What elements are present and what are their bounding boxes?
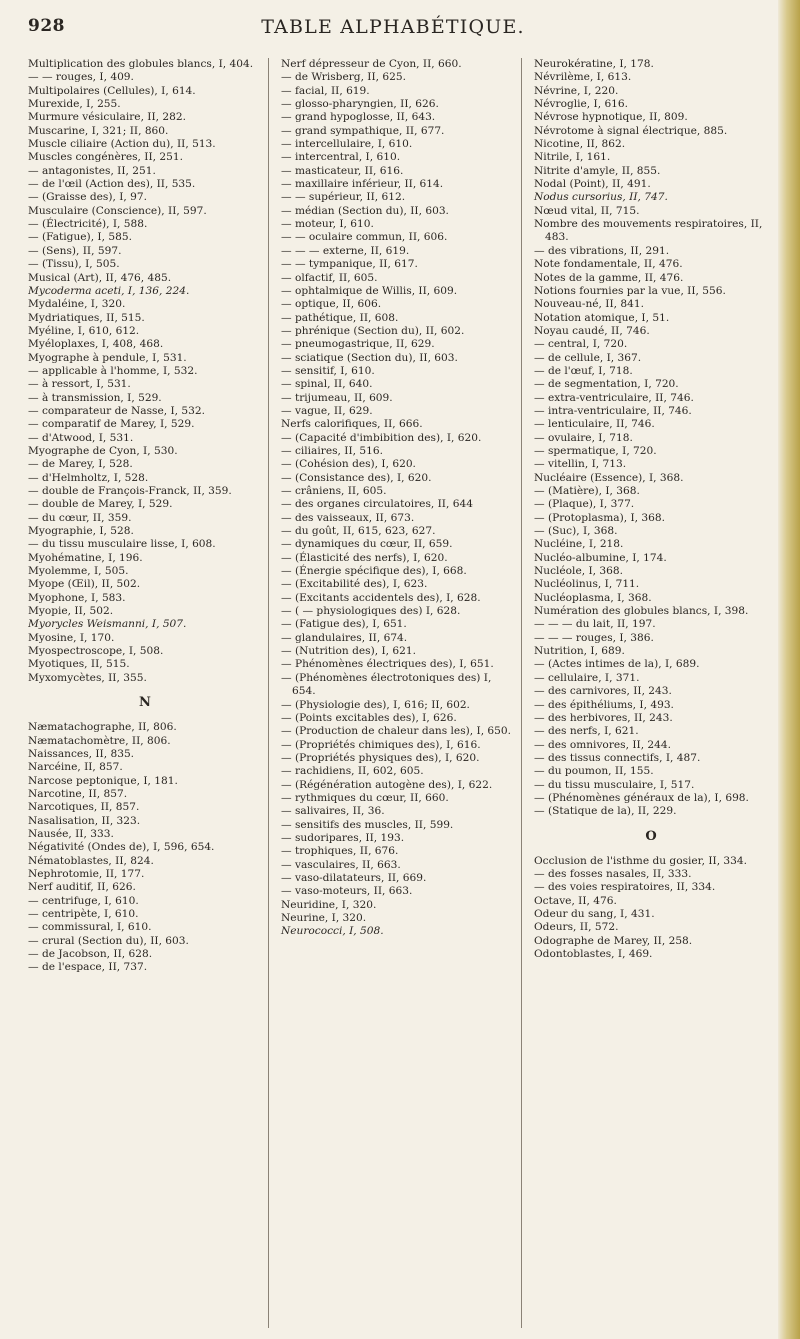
index-entry: — (Physiologie des), I, 616; II, 602. — [281, 698, 470, 711]
index-columns — [28, 58, 778, 1328]
index-entry: — — rouges, I, 409. — [28, 71, 134, 84]
index-entry: Narcotiques, II, 857. — [28, 801, 140, 814]
index-entry: Nématoblastes, II, 824. — [28, 854, 154, 867]
index-entry: Mydriatiques, II, 515. — [28, 311, 145, 324]
index-entry: Nerf auditif, II, 626. — [28, 881, 136, 894]
index-entry: — lenticulaire, II, 746. — [534, 418, 655, 431]
index-entry: — vaso-moteurs, II, 663. — [281, 885, 413, 898]
index-entry: — — — du lait, II, 197. — [534, 618, 656, 631]
index-entry: — intercentral, I, 610. — [281, 151, 401, 164]
index-entry: Muscles congénères, II, 251. — [28, 151, 183, 164]
index-entry: Névrine, I, 220. — [534, 84, 619, 97]
index-entry: — (Nutrition des), I, 621. — [281, 645, 416, 658]
index-entry: Narcose peptonique, I, 181. — [28, 774, 178, 787]
index-entry: — (Suc), I, 368. — [534, 525, 618, 538]
index-entry: — (Actes intimes de la), I, 689. — [534, 658, 700, 671]
index-entry: — (Consistance des), I, 620. — [281, 471, 432, 484]
index-entry: — sensitifs des muscles, II, 599. — [281, 818, 454, 831]
index-entry: — double de Marey, I, 529. — [28, 498, 173, 511]
index-entry: Nombre des mouvements respiratoires, II, 483. — [534, 218, 763, 244]
index-entry: Noyau caudé, II, 746. — [534, 324, 650, 337]
index-entry: — de segmentation, I, 720. — [534, 378, 679, 391]
page-edge — [778, 0, 800, 1339]
index-entry: Nucléole, I, 368. — [534, 565, 623, 578]
index-entry: — trophiques, II, 676. — [281, 845, 399, 858]
index-entry: — de Marey, I, 528. — [28, 458, 133, 471]
index-entry: — d'Atwood, I, 531. — [28, 431, 134, 444]
index-entry: Mycoderma aceti, I, 136, 224. — [28, 284, 190, 297]
index-entry: Mydaléine, I, 320. — [28, 298, 126, 311]
index-entry: Nouveau-né, II, 841. — [534, 298, 644, 311]
index-entry: Næmatachomètre, II, 806. — [28, 734, 171, 747]
index-entry: — grand sympathique, II, 677. — [281, 124, 445, 137]
index-entry: — pathétique, II, 608. — [281, 311, 399, 324]
index-entry: — masticateur, II, 616. — [281, 164, 404, 177]
index-entry: Neurokératine, I, 178. — [534, 58, 654, 70]
index-entry: — sciatique (Section du), II, 603. — [281, 351, 458, 364]
index-entry: — (Graisse des), I, 97. — [28, 191, 147, 204]
index-entry: — — tympanique, II, 617. — [281, 258, 418, 271]
index-entry: Névrose hypnotique, II, 809. — [534, 111, 688, 124]
index-entry: — (Matière), I, 368. — [534, 485, 640, 497]
index-entry: — centrifuge, I, 610. — [28, 894, 139, 907]
index-entry: Nicotine, II, 862. — [534, 138, 626, 151]
index-entry: — à ressort, I, 531. — [28, 378, 131, 391]
index-entry: Muscle ciliaire (Action du), II, 513. — [28, 138, 216, 151]
index-entry: — (Fatigue), I, 585. — [28, 231, 132, 244]
index-entry: Myospectroscope, I, 508. — [28, 645, 164, 658]
index-entry: Myosine, I, 170. — [28, 631, 115, 644]
index-entry: — Phénomènes électriques des), I, 651. — [281, 658, 494, 671]
index-entry: — (Production de chaleur dans les), I, 650. — [281, 725, 512, 738]
index-entry: Nucléaire (Essence), I, 368. — [534, 471, 684, 484]
index-entry: Note fondamentale, II, 476. — [534, 258, 683, 271]
index-entry: — rythmiques du cœur, II, 660. — [281, 791, 449, 804]
index-entry: — de Jacobson, II, 628. — [28, 948, 153, 960]
index-entry: — (Cohésion des), I, 620. — [281, 458, 416, 471]
index-entry: Muscarine, I, 321; II, 860. — [28, 124, 169, 137]
index-entry: — (Points excitables des), I, 626. — [281, 711, 457, 724]
index-entry: Névrilème, I, 613. — [534, 71, 632, 84]
index-entry: — d'Helmholtz, I, 528. — [28, 471, 149, 484]
index-entry: — double de François-Franck, II, 359. — [28, 485, 232, 497]
index-entry: — vaso-dilatateurs, II, 669. — [281, 871, 427, 884]
index-entry: — (Plaque), I, 377. — [534, 498, 635, 511]
index-entry: — comparatif de Marey, I, 529. — [28, 418, 195, 431]
index-entry: — de Wrisberg, II, 625. — [281, 71, 407, 84]
index-entry: — (Excitants accidentels des), I, 628. — [281, 591, 481, 604]
index-entry: — (Élasticité des nerfs), I, 620. — [281, 551, 448, 564]
index-entry: Neurococci, I, 508. — [281, 925, 384, 938]
index-entry: — — oculaire commun, II, 606. — [281, 231, 448, 244]
index-entry: Myographe de Cyon, I, 530. — [28, 444, 178, 457]
index-entry: — glandulaires, II, 674. — [281, 631, 408, 644]
index-entry: — à transmission, I, 529. — [28, 391, 162, 404]
index-entry: — des omnivores, II, 244. — [534, 738, 672, 751]
index-entry: — (Statique de la), II, 229. — [534, 805, 677, 818]
index-entry: — extra-ventriculaire, II, 746. — [534, 391, 694, 404]
index-entry: Nœud vital, II, 715. — [534, 204, 640, 217]
index-entry: Odeurs, II, 572. — [534, 921, 619, 934]
index-entry: Nucléine, I, 218. — [534, 538, 624, 551]
index-entry: — médian (Section du), II, 603. — [281, 204, 449, 217]
index-entry: — centripète, I, 610. — [28, 907, 139, 920]
index-entry: Myolemme, I, 505. — [28, 565, 129, 578]
index-entry: Musical (Art), II, 476, 485. — [28, 271, 172, 284]
index-entry: Numération des globules blancs, I, 398. — [534, 605, 749, 618]
index-entry: — ciliaires, II, 516. — [281, 444, 383, 457]
index-entry: — des tissus connectifs, I, 487. — [534, 751, 701, 764]
index-entry: — vague, II, 629. — [281, 404, 373, 417]
index-entry: — phrénique (Section du), II, 602. — [281, 324, 465, 337]
index-entry: — commissural, I, 610. — [28, 921, 152, 934]
index-entry: — sudoripares, II, 193. — [281, 831, 405, 844]
index-entry: — facial, II, 619. — [281, 84, 370, 97]
index-entry: Neurine, I, 320. — [281, 912, 367, 924]
index-entry: — trijumeau, II, 609. — [281, 391, 393, 404]
index-entry: — pneumogastrique, II, 629. — [281, 338, 435, 351]
index-entry: Myotiques, II, 515. — [28, 658, 130, 671]
index-entry: Nasalisation, II, 323. — [28, 814, 141, 827]
index-entry: — (Tissu), I, 505. — [28, 258, 120, 271]
index-entry: — comparateur de Nasse, I, 532. — [28, 404, 205, 417]
index-entry: — cellulaire, I, 371. — [534, 671, 640, 684]
index-entry: — — supérieur, II, 612. — [281, 191, 406, 204]
index-entry: Nerfs calorifiques, II, 666. — [281, 418, 423, 431]
index-entry: Nucléo-albumine, I, 174. — [534, 551, 667, 564]
index-entry: Multiplication des globules blancs, I, 404. — [28, 58, 254, 70]
index-entry: Odeur du sang, I, 431. — [534, 907, 655, 920]
index-entry: — des vaisseaux, II, 673. — [281, 511, 415, 524]
index-entry: — vasculaires, II, 663. — [281, 858, 401, 871]
index-entry: — vitellin, I, 713. — [534, 458, 627, 471]
index-entry: — du poumon, II, 155. — [534, 765, 654, 778]
index-entry: — — — externe, II, 619. — [281, 244, 410, 257]
index-entry: — des carnivores, II, 243. — [534, 685, 672, 698]
index-entry: Neuridine, I, 320. — [281, 898, 377, 911]
index-entry: Næmatachographe, II, 806. — [28, 721, 177, 734]
index-entry: Nitrite d'amyle, II, 855. — [534, 164, 661, 177]
index-entry: Myéloplaxes, I, 408, 468. — [28, 338, 164, 351]
index-entry: Octave, II, 476. — [534, 894, 617, 907]
index-entry: — optique, II, 606. — [281, 298, 382, 311]
index-entry: — des voies respiratoires, II, 334. — [534, 881, 716, 894]
index-entry: Murexide, I, 255. — [28, 98, 121, 111]
index-entry: Myographe à pendule, I, 531. — [28, 351, 187, 364]
index-entry: Myopie, II, 502. — [28, 605, 114, 618]
index-entry: — ophtalmique de Willis, II, 609. — [281, 284, 458, 297]
index-entry: — spinal, II, 640. — [281, 378, 373, 391]
section-letter: N — [139, 695, 151, 711]
index-entry: — central, I, 720. — [534, 338, 628, 351]
index-entry: — crural (Section du), II, 603. — [28, 934, 189, 947]
index-entry: — de l'œil (Action des), II, 535. — [28, 178, 196, 191]
index-entry: — du goût, II, 615, 623, 627. — [281, 525, 436, 538]
index-entry: — ovulaire, I, 718. — [534, 431, 633, 444]
index-entry: Nodal (Point), II, 491. — [534, 178, 651, 191]
index-column-3 — [526, 58, 774, 1328]
section-letter: O — [645, 828, 657, 844]
index-entry: — (Sens), II, 597. — [28, 244, 122, 257]
index-entry: Névroglie, I, 616. — [534, 98, 629, 111]
index-entry: — applicable à l'homme, I, 532. — [28, 364, 198, 377]
index-entry: — intra-ventriculaire, II, 746. — [534, 404, 692, 417]
index-entry: — des nerfs, I, 621. — [534, 725, 639, 738]
index-entry: — du tissu musculaire, I, 517. — [534, 778, 695, 791]
index-entry: — (Protoplasma), I, 368. — [534, 511, 665, 524]
index-entry: — (Propriétés chimiques des), I, 616. — [281, 738, 481, 751]
index-entry: Myographie, I, 528. — [28, 525, 134, 538]
index-entry: Nodus cursorius, II, 747. — [534, 191, 668, 204]
index-entry: — (Fatigue des), I, 651. — [281, 618, 407, 631]
index-entry: Odographe de Marey, II, 258. — [534, 934, 693, 947]
index-entry: Myope (Œil), II, 502. — [28, 578, 141, 591]
index-entry: Myorycles Weismanni, I, 507. — [28, 618, 187, 631]
index-entry: — des vibrations, II, 291. — [534, 244, 670, 257]
index-entry: Notions fournies par la vue, II, 556. — [534, 284, 726, 297]
index-entry: Myxomycètes, II, 355. — [28, 671, 147, 684]
index-entry: Myéline, I, 610, 612. — [28, 324, 140, 337]
index-entry: — du cœur, II, 359. — [28, 511, 132, 524]
index-entry: Myophone, I, 583. — [28, 591, 126, 604]
index-entry: — sensitif, I, 610. — [281, 364, 375, 377]
index-entry: — dynamiques du cœur, II, 659. — [281, 538, 453, 551]
index-entry: Nucléolinus, I, 711. — [534, 578, 640, 591]
index-entry: Nephrotomie, II, 177. — [28, 867, 145, 880]
index-entry: — (Propriétés physiques des), I, 620. — [281, 751, 480, 764]
index-entry: Narcotine, II, 857. — [28, 787, 128, 800]
index-entry: Névrotome à signal électrique, 885. — [534, 124, 728, 137]
index-entry: Nerf dépresseur de Cyon, II, 660. — [281, 58, 462, 70]
index-entry: Musculaire (Conscience), II, 597. — [28, 204, 207, 217]
index-entry: — de l'œuf, I, 718. — [534, 364, 633, 377]
index-column-2 — [273, 58, 522, 1328]
running-title: TABLE ALPHABÉTIQUE. — [261, 16, 525, 38]
index-entry: Nitrile, I, 161. — [534, 151, 611, 164]
index-entry: — rachidiens, II, 602, 605. — [281, 765, 424, 778]
index-entry: — salivaires, II, 36. — [281, 805, 385, 818]
index-entry: — de l'espace, II, 737. — [28, 961, 148, 974]
index-entry: Nausée, II, 333. — [28, 827, 114, 840]
index-entry: Odontoblastes, I, 469. — [534, 948, 653, 960]
index-entry: Notes de la gamme, II, 476. — [534, 271, 684, 284]
index-entry: Nutrition, I, 689. — [534, 645, 625, 658]
index-entry: Notation atomique, I, 51. — [534, 311, 670, 324]
index-entry: — des épithéliums, I, 493. — [534, 698, 674, 711]
index-entry: — olfactif, II, 605. — [281, 271, 378, 284]
index-entry: — moteur, I, 610. — [281, 218, 374, 231]
index-entry: Naissances, II, 835. — [28, 747, 135, 760]
index-entry: — de cellule, I, 367. — [534, 351, 642, 364]
index-entry: — maxillaire inférieur, II, 614. — [281, 178, 444, 191]
index-entry: — (Phénomènes généraux de la), I, 698. — [534, 791, 749, 804]
index-column-1 — [28, 58, 269, 1328]
index-entry: — des fosses nasales, II, 333. — [534, 867, 692, 880]
index-entry: — (Régénération autogène des), I, 622. — [281, 778, 493, 791]
page-number: 928 — [28, 16, 65, 36]
index-entry: — des herbivores, II, 243. — [534, 711, 673, 724]
index-entry: — des organes circulatoires, II, 644 — [281, 498, 473, 511]
index-entry: Narcéine, II, 857. — [28, 761, 123, 774]
index-entry: Négativité (Ondes de), I, 596, 654. — [28, 841, 215, 854]
index-entry: — (Électricité), I, 588. — [28, 218, 148, 231]
index-entry: — du tissu musculaire lisse, I, 608. — [28, 538, 216, 551]
index-entry: — (Énergie spécifique des), I, 668. — [281, 565, 467, 578]
index-entry: Myohématine, I, 196. — [28, 551, 143, 564]
index-entry: Murmure vésiculaire, II, 282. — [28, 111, 186, 124]
index-entry: — (Capacité d'imbibition des), I, 620. — [281, 431, 482, 444]
index-entry: Nucléoplasma, I, 368. — [534, 591, 652, 604]
index-entry: — ( — physiologiques des) I, 628. — [281, 605, 461, 618]
page-header — [28, 16, 758, 44]
index-entry: — intercellulaire, I, 610. — [281, 138, 413, 151]
index-entry: — glosso-pharyngien, II, 626. — [281, 98, 439, 111]
index-entry: — (Phénomènes électrotoniques des) I, 654. — [281, 671, 492, 698]
index-entry: Multipolaires (Cellules), I, 614. — [28, 84, 196, 97]
index-entry: — grand hypoglosse, II, 643. — [281, 111, 436, 124]
index-entry: — antagonistes, II, 251. — [28, 164, 156, 177]
index-entry: — crâniens, II, 605. — [281, 485, 387, 497]
index-entry: — (Excitabilité des), I, 623. — [281, 578, 428, 591]
index-entry: — — — rouges, I, 386. — [534, 631, 654, 644]
index-entry: — spermatique, I, 720. — [534, 444, 657, 457]
index-entry: Occlusion de l'isthme du gosier, II, 334. — [534, 854, 748, 867]
